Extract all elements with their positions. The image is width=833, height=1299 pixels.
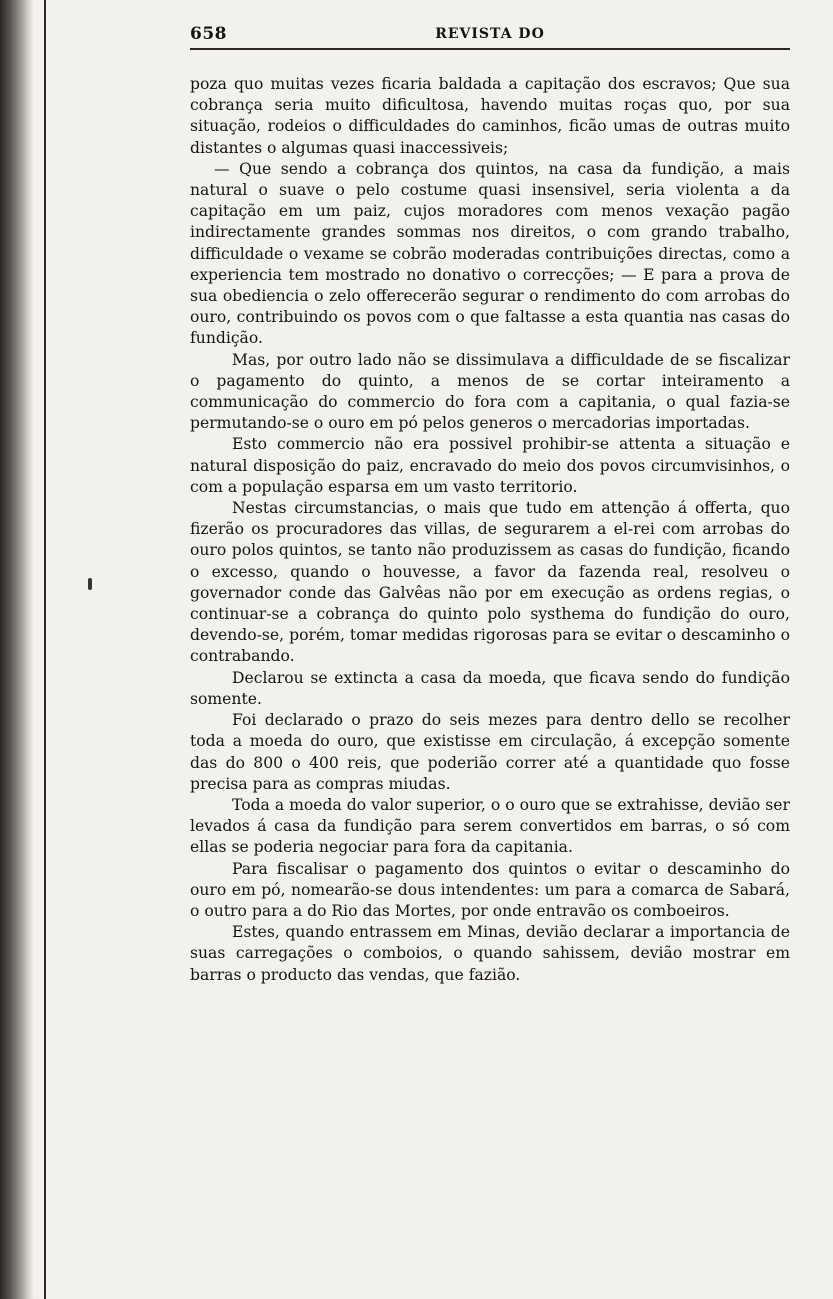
running-title: REVISTA DO <box>435 26 545 42</box>
page <box>190 18 790 986</box>
paragraph: Mas, por outro lado não se dissimulava a difficuldade de se fiscalizar o pagamento do quinto, a menos de se cortar inteiramento a communicação do commercio do fora com a capitania, o qual fazia-se permutando-se o ouro em pó pelos generos o mercadorias importadas. <box>190 350 790 433</box>
paragraph: Esto commercio não era possivel prohibir-se attenta a situação e natural disposição do paiz, encravado do meio dos povos circumvisinhos, o com a população esparsa em um vasto territorio. <box>190 435 790 496</box>
gutter-line <box>44 0 46 1299</box>
margin-speck <box>88 578 92 590</box>
body-text <box>190 74 790 986</box>
paragraph: Estes, quando entrassem em Minas, devião declarar a importancia de suas carregações o comboios, o quando sahissem, devião mostrar em barras o producto das vendas, que fazião. <box>190 923 790 984</box>
page-header <box>190 18 790 48</box>
book-binding-shadow <box>0 0 34 1299</box>
paragraph: Foi declarado o prazo do seis mezes para dentro dello se recolher toda a moeda do ouro, que existisse em circulação, á excepção somente das do 800 o 400 reis, que poderião correr até a quantidade quo fosse precisa para as compras miudas. <box>190 711 790 793</box>
page-number: 658 <box>190 24 227 44</box>
paragraph: Nestas circumstancias, o mais que tudo em attenção á offerta, quo fizerão os procuradores das villas, de segurarem a el-rei com arrobas do ouro polos quintos, se tanto não produzissem as casas do fundição, ficando o excesso, quando o houvesse, a favor da fazenda real, resolveu o governador conde das Galvêas não por em execução as ordens regias, o continuar-se a cobrança do quinto polo systhema do fundição do ouro, devendo-se, porém, tomar medidas rigorosas para se evitar o descaminho o contrabando. <box>190 499 790 666</box>
paragraph: Declarou se extincta a casa da moeda, que ficava sendo do fundição somente. <box>190 668 790 708</box>
paragraph: Para fiscalisar o pagamento dos quintos o evitar o descaminho do ouro em pó, nomearão-se dous intendentes: um para a comarca de Sabará, o outro para a do Rio das Mortes, por onde entravão os comboeiros. <box>190 859 790 920</box>
paragraph: Toda a moeda do valor superior, o o ouro que se extrahisse, devião ser levados á casa da fundição para serem convertidos em barras, o só com ellas se poderia negociar para fora da capitania. <box>190 795 790 857</box>
paragraph: poza quo muitas vezes ficaria baldada a capitação dos escravos; Que sua cobrança seria muito dificultosa, havendo muitas roças quo, por sua situação, rodeios o difficuldades do caminhos, ficão umas de outras muito distantes o algumas quasi inaccessiveis; <box>190 75 790 157</box>
paragraph: — Que sendo a cobrança dos quintos, na casa da fundição, a mais natural o suave o pelo costume quasi insensivel, seria violenta a da capitação em um paiz, cujos moradores com menos vexação pagão indirectamente grandes sommas nos direitos, o com grando trabalho, difficuldade o vexame se cobrão moderadas contribuições directas, como a experiencia tem mostrado no donativo o correcções; — E para a prova de sua obediencia o zelo offerecerão segurar o rendimento do com arrobas do ouro, contribuindo os povos com o que faltasse a esta quantia nas casas do fundição. <box>190 159 790 348</box>
header-rule <box>190 48 790 50</box>
